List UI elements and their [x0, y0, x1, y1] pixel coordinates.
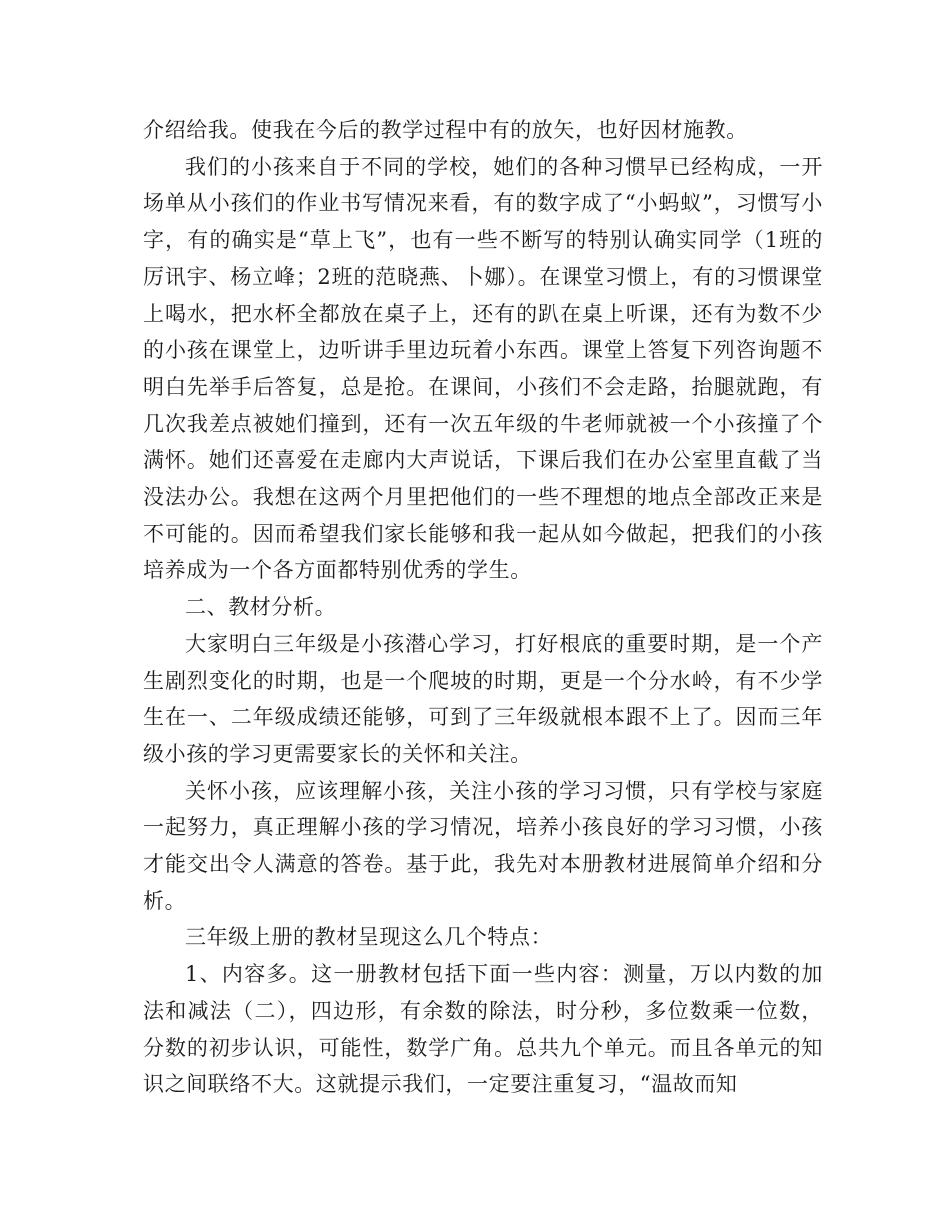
paragraph-2: 我们的小孩来自于不同的学校，她们的各种习惯早已经构成，一开场单从小孩们的作业书写情况来看，有的数字成了“小蚂蚁”，习惯写小字，有的确实是“草上飞”，也有一些不断写的特别认确实同学（1班的厉讯宇、杨立峰；2班的范晓燕、卜娜）。在课堂习惯上，有的习惯课堂上喝水，把水杯全都放在桌子上，还有的趴在桌上听课，还有为数不少的小孩在课堂上，边听讲手里边玩着小东西。课堂上答复下列咨询题不明白先举手后答复，总是抢。在课间，小孩们不会走路，抬腿就跑，有几次我差点被她们撞到，还有一次五年级的牛老师就被一个小孩撞了个满怀。她们还喜爱在走廊内大声说话，下课后我们在办公室里直截了当没法办公。我想在这两个月里把他们的一些不理想的地点全部改正来是不可能的。因而希望我们家长能够和我一起从如今做起，把我们的小孩培养成为一个各方面都特别优秀的学生。	[143, 154, 823, 583]
paragraph-5: 三年级上册的教材呈现这么几个特点：	[185, 925, 553, 950]
paragraph-6: 1、内容多。这一册教材包括下面一些内容：测量，万以内数的加法和减法（二），四边形，有余数的除法，时分秒，多位数乘一位数，分数的初步认识，可能性，数学广角。总共九个单元。而且各单元的知识之间联络不大。这就提示我们，一定要注重复习，“温故而知	[143, 962, 823, 1097]
section-heading-textbook-analysis: 二、教材分析。	[185, 595, 337, 620]
paragraph-4: 关怀小孩，应该理解小孩，关注小孩的学习习惯，只有学校与家庭一起努力，真正理解小孩的学习情况，培养小孩良好的学习习惯，小孩才能交出令人满意的答卷。基于此，我先对本册教材进展简单介绍和分析。	[143, 778, 823, 913]
paragraph-3: 大家明白三年级是小孩潜心学习，打好根底的重要时期，是一个产生剧烈变化的时期，也是一个爬坡的时期，更是一个分水岭，有不少学生在一、二年级成绩还能够，可到了三年级就根本跟不上了。因而三年级小孩的学习更需要家长的关怀和关注。	[143, 631, 823, 766]
paragraph-1: 介绍给我。使我在今后的教学过程中有的放矢，也好因材施教。	[143, 118, 748, 142]
document-body	[143, 112, 823, 1103]
